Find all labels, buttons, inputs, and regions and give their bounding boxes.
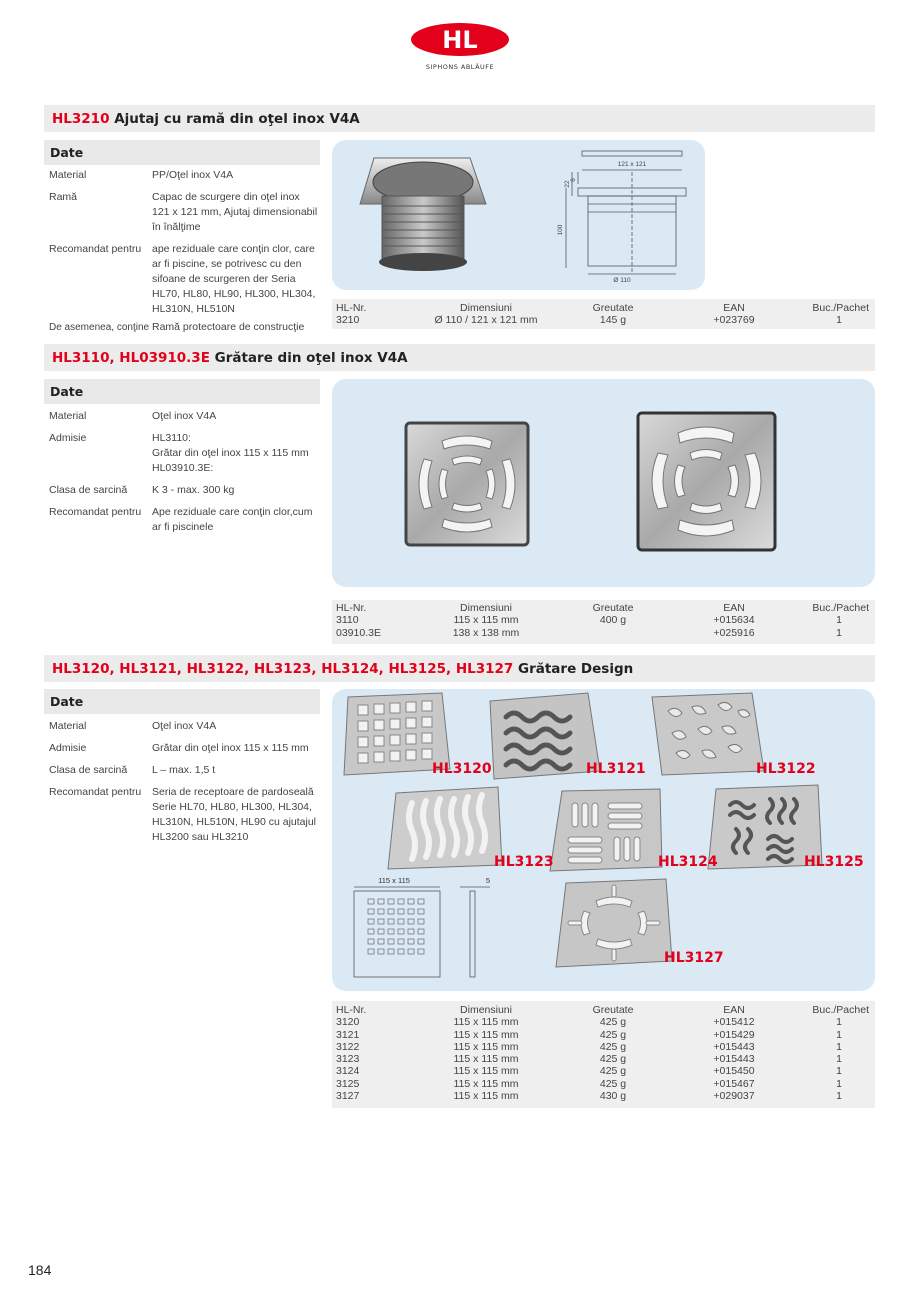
prop-row: [44, 168, 320, 183]
td: 1: [836, 1053, 842, 1066]
table-row: [336, 1041, 869, 1053]
dim-h2: 6: [570, 178, 577, 182]
td: 115 x 115 mm: [453, 1053, 519, 1066]
td: 1: [836, 1016, 842, 1029]
table-row: [336, 627, 869, 639]
section1-code: HL3210: [52, 111, 110, 127]
label-3125: HL3125: [804, 854, 864, 870]
th: HL-Nr.: [336, 602, 367, 614]
prop-key: De asemenea, conţine: [49, 322, 150, 333]
td: 1: [836, 1040, 842, 1053]
th: Greutate: [592, 1004, 634, 1016]
logo-brand: HL: [442, 26, 478, 54]
section3-title-text: Grătare Design: [518, 661, 634, 677]
td: 03910.3E: [336, 626, 381, 639]
prop-row: [44, 320, 320, 335]
td: 115 x 115 mm: [453, 1040, 519, 1053]
td: 430 g: [599, 1090, 627, 1103]
td: 115 x 115 mm: [453, 1077, 519, 1090]
prop-key: Material: [49, 720, 87, 732]
label-3120: HL3120: [432, 761, 492, 777]
td: 1: [836, 1090, 842, 1103]
dim-grate-thickness: 5: [485, 876, 491, 885]
prop-key: Clasa de sarcină: [49, 484, 128, 496]
prop-row: [44, 505, 320, 535]
prop-key: Recomandat pentru: [49, 506, 142, 518]
section3-date-header: Date: [44, 689, 320, 714]
prop-value: Ramă protectoare de construcţie: [152, 321, 305, 333]
prop-row: [44, 190, 320, 235]
td: 115 x 115 mm: [453, 1090, 519, 1103]
prop-row: [44, 242, 320, 317]
td: Ø 110 / 121 x 121 mm: [434, 314, 538, 327]
td: 425 g: [599, 1040, 627, 1053]
prop-key: Clasa de sarcină: [49, 764, 128, 776]
dim-grate-size: 115 x 115: [378, 876, 410, 885]
prop-key: Recomandat pentru: [49, 786, 142, 798]
label-3121: HL3121: [586, 761, 646, 777]
td: 3210: [336, 314, 360, 327]
section2-date-header: Date: [44, 379, 320, 404]
grate-3127-photo: [554, 877, 676, 969]
td: 1: [836, 626, 842, 639]
table-row: [336, 1078, 869, 1090]
grate-3123-photo: [386, 785, 506, 873]
td: 3127: [336, 1090, 360, 1103]
section3-props: [44, 719, 320, 852]
td: 1: [836, 1028, 842, 1041]
th: EAN: [723, 602, 745, 614]
label-3123: HL3123: [494, 854, 554, 870]
td: +015634: [713, 614, 755, 627]
grate-3110-photo: [402, 419, 532, 549]
td: 3123: [336, 1053, 360, 1066]
td: +015429: [713, 1028, 755, 1041]
td: 425 g: [599, 1077, 627, 1090]
th: Dimensiuni: [460, 602, 512, 614]
th: HL-Nr.: [336, 1004, 367, 1016]
dim-height: 100: [557, 224, 564, 236]
td: +015443: [713, 1040, 755, 1053]
td: +029037: [713, 1090, 755, 1103]
section3-tech-drawing: [350, 873, 500, 981]
td: 115 x 115 mm: [453, 1016, 519, 1029]
drain-body-photo: [352, 152, 492, 284]
td: 425 g: [599, 1016, 627, 1029]
prop-row: [44, 431, 320, 476]
prop-row: [44, 763, 320, 778]
td: 425 g: [599, 1028, 627, 1041]
prop-row: [44, 741, 320, 756]
prop-key: Material: [49, 169, 87, 181]
th: Buc./Pachet: [812, 1004, 869, 1016]
td: 115 x 115 mm: [453, 1065, 519, 1078]
td: 3125: [336, 1077, 360, 1090]
section3-code: HL3120, HL3121, HL3122, HL3123, HL3124, HL3125, HL3127: [52, 661, 514, 677]
td: 138 x 138 mm: [452, 626, 520, 639]
td: 1: [836, 1065, 842, 1078]
td: 425 g: [599, 1053, 627, 1066]
th: Dimensiuni: [460, 302, 512, 314]
section2-title: [44, 344, 875, 371]
prop-value: Seria de receptoare de pardoseală Serie HL70, HL80, HL300, HL304, HL310N, HL510N, HL90 cu ajutajul HL3200 sau HL3210: [152, 786, 317, 843]
section1-tech-drawing: [542, 148, 692, 284]
table-header: [336, 302, 869, 314]
prop-value: Capac de scurgere din oţel inox 121 x 121 mm, Ajutaj dimensionabil în înălţime: [152, 191, 318, 233]
label-3124: HL3124: [658, 854, 718, 870]
prop-value: PP/Oţel inox V4A: [152, 169, 234, 181]
grate-3124-photo: [548, 787, 668, 873]
td: 115 x 115 mm: [453, 1028, 519, 1041]
prop-key: Recomandat pentru: [49, 243, 142, 255]
td: +023769: [713, 314, 755, 327]
logo-subtitle: SIPHONS ABLÄUFE: [425, 63, 495, 71]
prop-value: Oţel inox V4A: [152, 410, 217, 422]
td: +015412: [713, 1016, 755, 1029]
td: 115 x 115 mm: [453, 614, 519, 627]
dim-h1: 22: [564, 180, 571, 188]
prop-row: [44, 409, 320, 424]
th: Greutate: [592, 602, 634, 614]
table-row: [336, 1053, 869, 1065]
prop-key: Admisie: [49, 742, 87, 754]
th: Greutate: [592, 302, 634, 314]
grate-03910-photo: [634, 409, 779, 554]
prop-value: Ape reziduale care conţin clor,cum ar fi piscinele: [152, 506, 313, 533]
page-number: 184: [28, 1262, 52, 1278]
table-row: [336, 614, 869, 626]
section3-title: [44, 655, 875, 682]
prop-row: [44, 719, 320, 734]
prop-row: [44, 785, 320, 845]
td: +015443: [713, 1053, 755, 1066]
label-3122: HL3122: [756, 761, 816, 777]
prop-value: K 3 - max. 300 kg: [152, 484, 235, 496]
prop-key: Ramă: [49, 191, 78, 203]
section1-title: [44, 105, 875, 132]
section1-date-header: Date: [44, 140, 320, 165]
td: 3110: [336, 614, 359, 627]
prop-value: L – max. 1,5 t: [152, 764, 216, 776]
th: Buc./Pachet: [812, 302, 869, 314]
section2-title-text: Grătare din oţel inox V4A: [214, 350, 408, 366]
section3-table: [332, 1001, 875, 1108]
table-row: [336, 1065, 869, 1077]
prop-row: [44, 483, 320, 498]
prop-value: ape reziduale care conţin clor, care ar fi piscine, se potrivesc cu den sifoane de scurgeren der Seria HL70, HL80, HL90, HL300, HL304, HL310N, HL510N: [152, 243, 316, 315]
grate-3122-photo: [648, 691, 768, 777]
td: 1: [836, 314, 842, 327]
td: 145 g: [599, 314, 627, 327]
th: EAN: [723, 1004, 745, 1016]
td: +015450: [713, 1065, 755, 1078]
section3-image-panel: [332, 689, 875, 991]
dim-top: 121 x 121: [617, 161, 647, 168]
section1-props: [44, 168, 320, 342]
section2-props: [44, 409, 320, 542]
th: HL-Nr.: [336, 302, 367, 314]
td: 425 g: [599, 1065, 627, 1078]
section2-code: HL3110, HL03910.3E: [52, 350, 210, 366]
dim-diameter: Ø 110: [613, 277, 631, 284]
prop-value: Grătar din oţel inox 115 x 115 mm: [152, 742, 309, 754]
table-row: [336, 1090, 869, 1102]
td: +015467: [713, 1077, 755, 1090]
label-3127: HL3127: [664, 950, 724, 966]
prop-key: Admisie: [49, 432, 87, 444]
section1-title-text: Ajutaj cu ramă din oţel inox V4A: [114, 111, 360, 127]
th: Dimensiuni: [460, 1004, 512, 1016]
table-row: [336, 1016, 869, 1028]
td: +025916: [713, 626, 755, 639]
prop-value: HL3110: Grătar din oţel inox 115 x 115 mm HL03910.3E:: [152, 432, 309, 474]
td: 400 g: [599, 614, 627, 627]
prop-key: Material: [49, 410, 87, 422]
td: 3120: [336, 1016, 360, 1029]
hl-logo: [410, 22, 510, 57]
td: [556, 627, 670, 639]
section1-table: [332, 299, 875, 329]
prop-value: Oţel inox V4A: [152, 720, 217, 732]
td: 1: [836, 614, 842, 627]
th: EAN: [723, 302, 745, 314]
td: 3124: [336, 1065, 360, 1078]
td: 3122: [336, 1040, 360, 1053]
th: Buc./Pachet: [812, 602, 869, 614]
table-header: [336, 1004, 869, 1016]
td: 3121: [336, 1028, 360, 1041]
table-row: [336, 1029, 869, 1041]
section2-table: [332, 600, 875, 644]
table-header: [336, 602, 869, 614]
section1-image-panel: [332, 140, 705, 290]
section2-image-panel: [332, 379, 875, 587]
td: 1: [836, 1077, 842, 1090]
table-row: [336, 314, 869, 326]
